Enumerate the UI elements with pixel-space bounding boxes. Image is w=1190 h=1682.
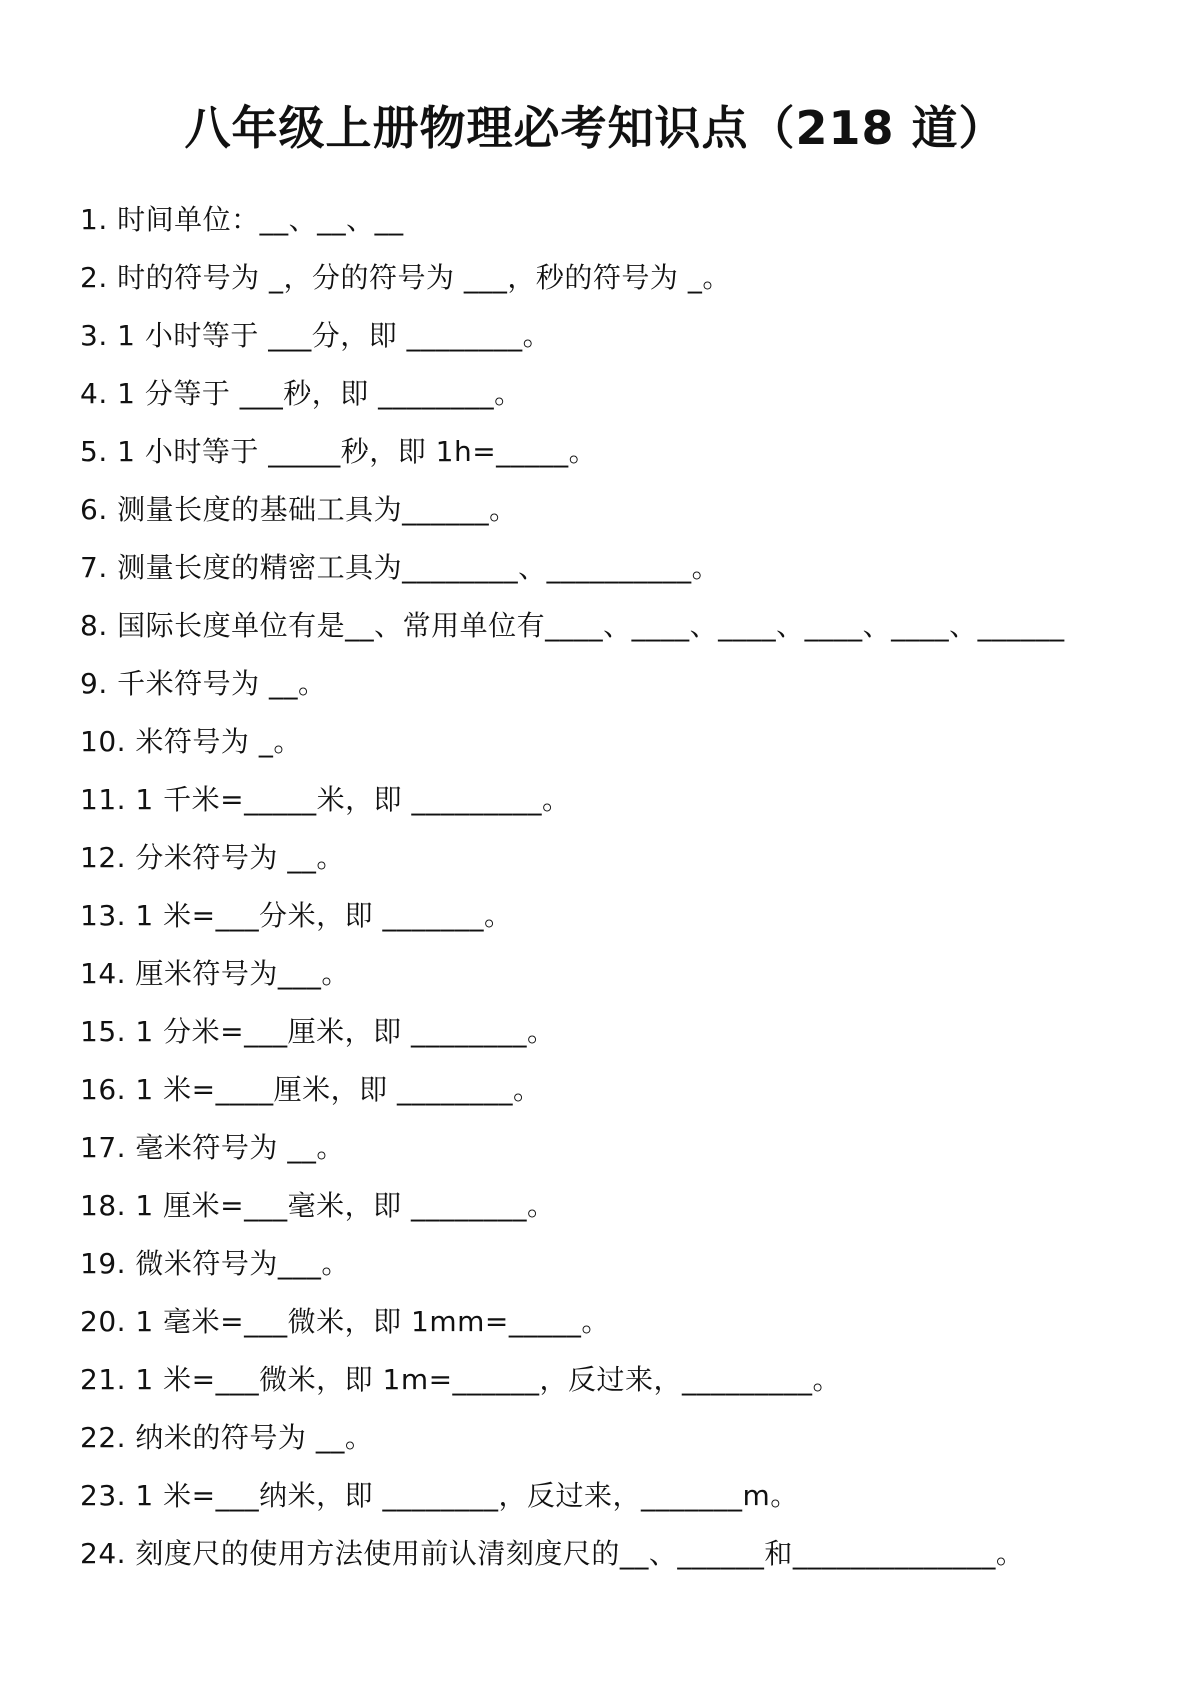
question-item: 11. 1 千米=_____米，即 _________。 — [80, 783, 571, 816]
question-item: 8. 国际长度单位有是__、常用单位有____、____、____、____、____、______ — [80, 609, 1065, 642]
question-item: 23. 1 米=___纳米，即 ________，反过来，_______m。 — [80, 1479, 799, 1512]
question-item: 10. 米符号为 _。 — [80, 725, 302, 758]
page-title: 八年级上册物理必考知识点（218 道） — [184, 101, 1006, 155]
question-item: 6. 测量长度的基础工具为______。 — [80, 493, 518, 526]
question-item: 3. 1 小时等于 ___分，即 ________。 — [80, 319, 552, 352]
question-item: 22. 纳米的符号为 __。 — [80, 1421, 374, 1454]
question-item: 12. 分米符号为 __。 — [80, 841, 345, 874]
question-item: 7. 测量长度的精密工具为________、__________。 — [80, 551, 721, 584]
question-item: 2. 时的符号为 _，分的符号为 ___，秒的符号为 _。 — [80, 261, 731, 294]
question-item: 24. 刻度尺的使用方法使用前认清刻度尺的__、______和______________。 — [80, 1537, 1025, 1570]
question-item: 1. 时间单位：__、__、__ — [80, 203, 404, 236]
question-item: 5. 1 小时等于 _____秒，即 1h=_____。 — [80, 435, 598, 468]
question-item: 17. 毫米符号为 __。 — [80, 1131, 345, 1164]
question-item: 9. 千米符号为 __。 — [80, 667, 327, 700]
question-item: 16. 1 米=____厘米，即 ________。 — [80, 1073, 542, 1106]
question-item: 20. 1 毫米=___微米，即 1mm=_____。 — [80, 1305, 610, 1338]
question-item: 18. 1 厘米=___毫米，即 ________。 — [80, 1189, 556, 1222]
question-item: 4. 1 分等于 ___秒，即 ________。 — [80, 377, 523, 410]
question-item: 19. 微米符号为___。 — [80, 1247, 350, 1280]
question-item: 21. 1 米=___微米，即 1m=______，反过来，_________。 — [80, 1363, 842, 1396]
question-item: 15. 1 分米=___厘米，即 ________。 — [80, 1015, 556, 1048]
question-item: 13. 1 米=___分米，即 _______。 — [80, 899, 513, 932]
question-item: 14. 厘米符号为___。 — [80, 957, 350, 990]
question-list — [80, 197, 1160, 1589]
